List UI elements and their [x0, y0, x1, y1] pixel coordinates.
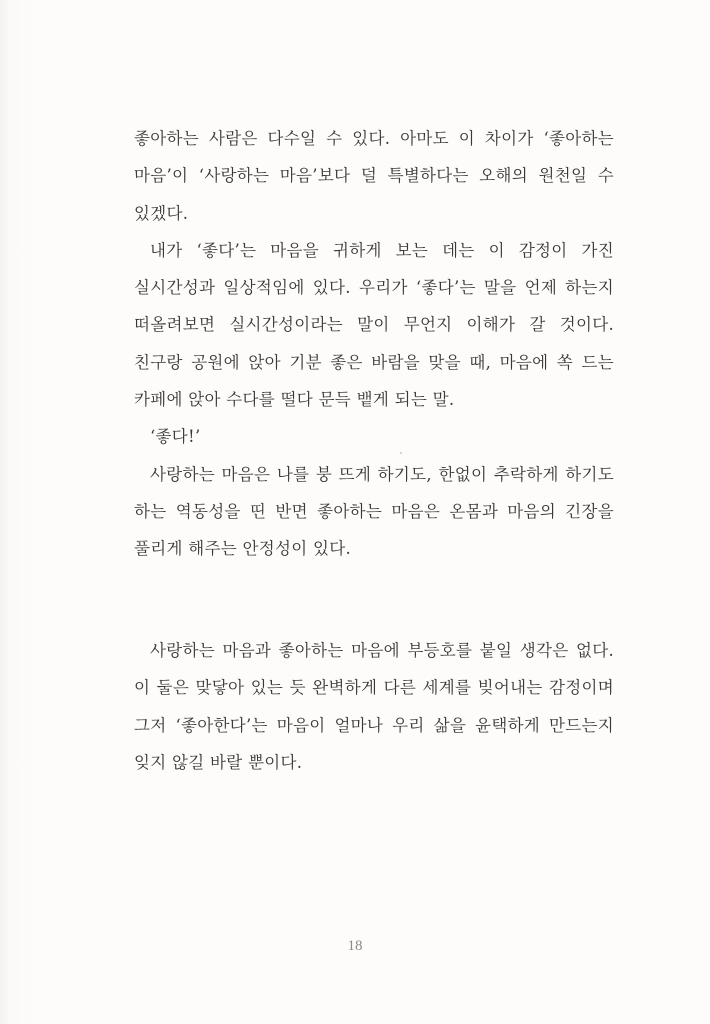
paragraph: 사랑하는 마음은 나를 붕 뜨게 하기도, 한없이 추락하게 하기도 하는 역동성을 띤 반면 좋아하는 마음은 온몸과 마음의 긴장을 풀리게 해주는 안정성이 있다. [134, 464, 614, 559]
paper-speck [400, 452, 402, 454]
paragraph: 사랑하는 마음과 좋아하는 마음에 부등호를 붙일 생각은 없다. 이 둘은 맞닿아 있는 듯 완벽하게 다른 세계를 빚어내는 감정이며 그저 ‘좋아한다’는 마음이 얼마나 우리 삶을 윤택하게 만드는지 잊지 않길 바랄 뿐이다. [134, 641, 614, 772]
paragraph: 내가 ‘좋다’는 마음을 귀하게 보는 데는 이 감정이 가진 실시간성과 일상적임에 있다. 우리가 ‘좋다’는 말을 언제 하는지 떠올려보면 실시간성이라는 말이 무언지 이해가 갈 것이다. 친구랑 공원에 앉아 기분 좋은 바람을 맞을 때, 마음에 쏙 드는 카페에 앉아 수다를 떨다 문득 뱉게 되는 말. [134, 240, 614, 410]
body-text-section-1 [134, 120, 614, 568]
page-number: 18 [347, 938, 363, 954]
paragraph-continued: 좋아하는 사람은 다수일 수 있다. 아마도 이 차이가 ‘좋아하는 마음’이 ‘사랑하는 마음’보다 덜 특별하다는 오해의 원천일 수 있겠다. [134, 129, 614, 223]
paragraph-exclamation: ‘좋다!’ [150, 427, 201, 447]
body-text-section-2 [134, 632, 614, 781]
